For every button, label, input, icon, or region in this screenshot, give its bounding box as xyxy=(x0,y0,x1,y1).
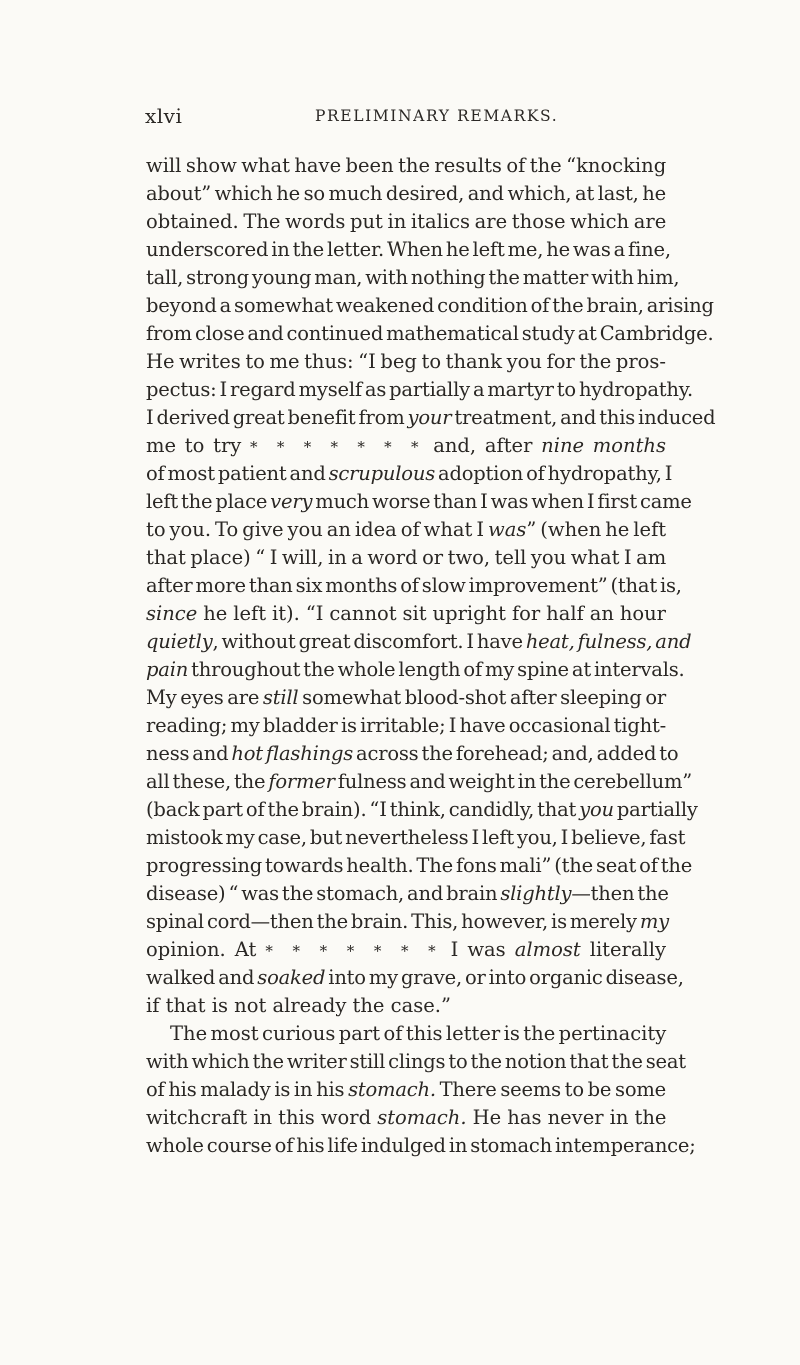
text-line xyxy=(146,1104,666,1132)
text-segment: literally xyxy=(580,938,666,961)
text-segment: partially xyxy=(613,798,698,821)
text-segment: I derived great benefit from xyxy=(146,406,408,429)
text-line xyxy=(146,824,686,852)
text-segment: walked and xyxy=(146,966,258,989)
italic-text: you xyxy=(579,798,614,821)
text-line xyxy=(146,1132,696,1160)
italic-text: former xyxy=(268,770,335,793)
text-segment: fulness and weight in the cerebellum” xyxy=(334,770,693,793)
text-segment: obtained. The words put in italics are those which are xyxy=(146,210,667,233)
text-segment: with which the writer still clings to the notion that the seat xyxy=(146,1050,686,1073)
italic-text: still xyxy=(262,686,299,709)
text-segment: whole course of his life indulged in stomach intemperance; xyxy=(146,1134,696,1157)
text-segment: disease) “ was the stomach, and brain xyxy=(146,882,501,905)
text-line xyxy=(146,376,693,404)
italic-text: slightly xyxy=(500,882,572,905)
text-line xyxy=(146,768,693,796)
text-segment: throughout the whole length of my spine at intervals. xyxy=(188,658,685,681)
asterism: * * * * * * * xyxy=(265,942,442,960)
text-segment: ness and xyxy=(146,742,232,765)
text-segment: that place) “ I will, in a word or two, tell you what I am xyxy=(146,546,667,569)
text-segment: The most curious part of this letter is the pertinacity xyxy=(170,1022,667,1045)
text-line xyxy=(146,1076,666,1104)
text-line xyxy=(146,684,666,712)
italic-text: very xyxy=(270,490,313,513)
text-segment: all these, the xyxy=(146,770,269,793)
italic-text: almost xyxy=(514,938,581,961)
text-segment: and, after xyxy=(424,434,542,457)
text-line xyxy=(146,264,680,292)
text-line xyxy=(146,208,666,236)
text-line xyxy=(146,628,692,656)
text-line xyxy=(146,656,685,684)
text-segment: underscored in the letter. When he left me, he was a fine, xyxy=(146,238,671,261)
text-segment: left the place xyxy=(146,490,271,513)
text-line xyxy=(146,992,666,1020)
text-segment: opinion. At xyxy=(146,938,266,961)
asterism: * * * * * * * xyxy=(250,438,425,456)
text-segment: progressing towards health. The fons mali” (the seat of the xyxy=(146,854,693,877)
text-line xyxy=(146,348,666,376)
text-line xyxy=(146,796,698,824)
text-line xyxy=(146,600,666,628)
text-segment: I was xyxy=(441,938,515,961)
text-segment: ” (when he left xyxy=(526,518,667,541)
running-title: PRELIMINARY REMARKS. xyxy=(315,107,559,125)
text-segment: much worse than I was when I first came xyxy=(312,490,692,513)
text-line xyxy=(146,712,666,740)
italic-text: heat, fulness, and xyxy=(525,630,692,653)
italic-text: pain xyxy=(146,658,189,681)
text-segment: (back part of the brain). “I think, candidly, that xyxy=(146,798,580,821)
text-segment: pectus: I regard myself as partially a martyr to hydropathy. xyxy=(146,378,693,401)
italic-text: was xyxy=(488,518,527,541)
text-segment: if that is not already the case.” xyxy=(146,994,451,1017)
text-segment: treatment, and this induced xyxy=(451,406,716,429)
text-segment: me to try xyxy=(146,434,251,457)
text-segment: spinal cord—then the brain. This, however, is merely xyxy=(146,910,640,933)
italic-text: stomach. xyxy=(377,1106,467,1129)
text-segment: beyond a somewhat weakened condition of the brain, arising xyxy=(146,294,714,317)
italic-text: stomach. xyxy=(348,1078,436,1101)
text-line xyxy=(146,236,671,264)
text-segment: My eyes are xyxy=(146,686,263,709)
text-line xyxy=(146,180,666,208)
italic-text: scrupulous xyxy=(328,462,436,485)
text-segment: somewhat blood-shot after sleeping or xyxy=(298,686,666,709)
text-segment: of most patient and xyxy=(146,462,329,485)
text-segment: to you. To give you an idea of what I xyxy=(146,518,489,541)
text-segment: —then the xyxy=(571,882,669,905)
text-segment: witchcraft in this word xyxy=(146,1106,378,1129)
italic-text: your xyxy=(407,406,452,429)
running-head xyxy=(145,104,665,130)
text-line xyxy=(146,936,666,964)
text-line xyxy=(146,404,716,432)
text-line xyxy=(146,432,666,460)
italic-text: hot flashings xyxy=(231,742,354,765)
italic-text: nine months xyxy=(541,434,666,457)
text-segment: from close and continued mathematical study at Cambridge. xyxy=(146,322,714,345)
text-segment: he left it). “I cannot sit upright for half an hour xyxy=(197,602,667,625)
text-line xyxy=(146,740,679,768)
text-segment: across the forehead; and, added to xyxy=(353,742,679,765)
text-segment: There seems to be some xyxy=(435,1078,666,1101)
text-line xyxy=(146,572,682,600)
text-line xyxy=(146,852,693,880)
text-segment: He has never in the xyxy=(466,1106,667,1129)
text-segment: into my grave, or into organic disease, xyxy=(325,966,684,989)
text-line xyxy=(146,292,714,320)
text-segment: mistook my case, but nevertheless I left you, I believe, fast xyxy=(146,826,686,849)
text-line xyxy=(146,320,714,348)
body-text xyxy=(146,152,716,1160)
italic-text: since xyxy=(146,602,198,625)
italic-text: quietly xyxy=(146,630,213,653)
text-segment: reading; my bladder is irritable; I have occasional tight- xyxy=(146,714,666,737)
text-line xyxy=(146,460,673,488)
text-line xyxy=(146,516,666,544)
text-line xyxy=(146,880,669,908)
text-segment: of his malady is in his xyxy=(146,1078,349,1101)
text-line xyxy=(146,1048,686,1076)
text-segment: adoption of hydropathy, I xyxy=(435,462,673,485)
page-number: xlvi xyxy=(145,104,183,128)
text-segment: tall, strong young man, with nothing the matter with him, xyxy=(146,266,680,289)
text-segment: after more than six months of slow improvement” (that is, xyxy=(146,574,682,597)
italic-text: soaked xyxy=(257,966,326,989)
italic-text: my xyxy=(639,910,669,933)
text-line xyxy=(146,152,666,180)
text-segment: will show what have been the results of the “knocking xyxy=(146,154,667,177)
text-line xyxy=(146,1020,666,1048)
text-line xyxy=(146,544,666,572)
text-line xyxy=(146,908,669,936)
text-line xyxy=(146,964,684,992)
text-segment: He writes to me thus: “I beg to thank you for the pros- xyxy=(146,350,666,373)
text-segment: about” which he so much desired, and which, at last, he xyxy=(146,182,666,205)
text-line xyxy=(146,488,692,516)
text-segment: , without great discomfort. I have xyxy=(212,630,526,653)
